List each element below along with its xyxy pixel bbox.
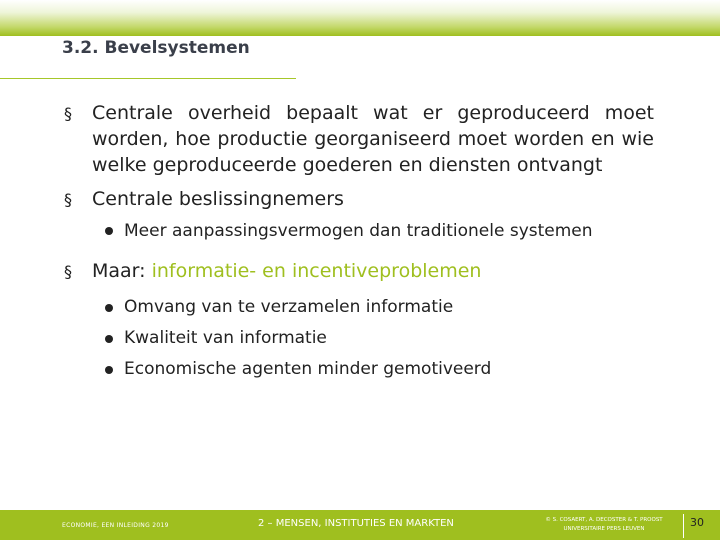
bullet-but-problems: [64, 258, 654, 284]
sub-bullet-dot-icon: [105, 227, 113, 235]
footer-chapter-title: 2 – MENSEN, INSTITUTIES EN MARKTEN: [258, 518, 454, 529]
title-divider: [0, 78, 296, 79]
bullet-marker: §: [64, 190, 72, 209]
bullet-highlight: informatie- en incentiveproblemen: [151, 260, 482, 282]
sub-bullet-list: [64, 292, 654, 385]
sub-bullet-text: Meer aanpassingsvermogen dan traditionele systemen: [124, 221, 593, 241]
bullet-marker: §: [64, 104, 72, 123]
bullet-text: Centrale overheid bepaalt wat er geproduceerd moet worden, hoe productie georganiseerd moet worden en wie welke geproduceerde goederen en diensten ontvangt: [92, 102, 654, 176]
bullet-prefix: Maar:: [92, 260, 152, 282]
footer-copyright-publisher: UNIVERSITAIRE PERS LEUVEN: [563, 526, 645, 532]
slide-title: 3.2. Bevelsystemen: [62, 38, 250, 58]
bullet-central-government: [64, 100, 654, 178]
sub-bullet-dot-icon: [105, 304, 113, 312]
bullet-marker: §: [64, 262, 72, 281]
sub-bullet-info-quality: [64, 323, 654, 354]
footer-separator: [683, 514, 684, 538]
page-number: 30: [690, 516, 704, 529]
header-band: [0, 0, 720, 36]
footer-course-title: ECONOMIE, EEN INLEIDING 2019: [62, 522, 169, 529]
bullet-text: [92, 258, 654, 284]
sub-bullet-text: Omvang van te verzamelen informatie: [124, 297, 454, 317]
sub-bullet-dot-icon: [105, 366, 113, 374]
bullet-central-decision-makers: [64, 186, 654, 212]
sub-bullet-text: Economische agenten minder gemotiveerd: [124, 359, 492, 379]
sub-bullet-motivation: [64, 354, 654, 385]
sub-bullet-dot-icon: [105, 335, 113, 343]
slide-content: [64, 100, 654, 395]
footer-copyright: [530, 516, 678, 534]
sub-bullet-info-volume: [64, 292, 654, 323]
sub-bullet-text: Kwaliteit van informatie: [124, 328, 327, 348]
bullet-text: Centrale beslissingnemers: [92, 188, 344, 210]
sub-bullet-adaptability: [64, 220, 654, 242]
footer-copyright-authors: © S. COSAERT, A. DECOSTER & T. PROOST: [545, 517, 663, 523]
